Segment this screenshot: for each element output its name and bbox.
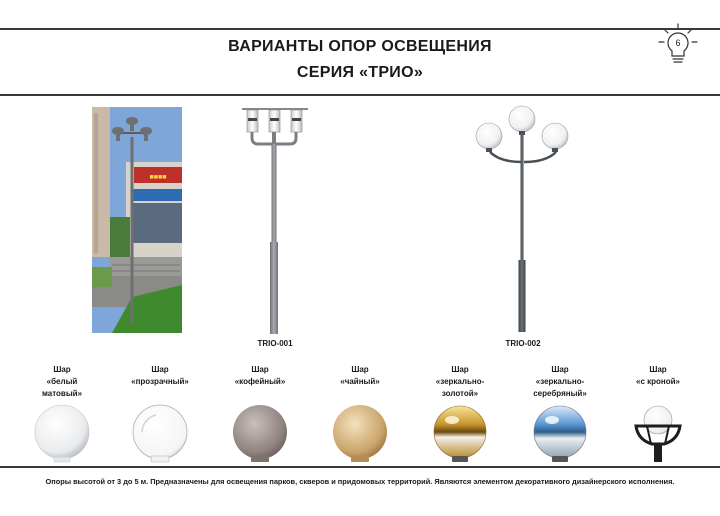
shade-label-word: Шар [451, 365, 469, 374]
footer-text: Опоры высотой от 3 до 5 м. Предназначены для освещения парков, скверов и придомовых территорий. Являются элементом декоративного дизайнерского исполнения. [45, 477, 675, 486]
pole-trio-002 [470, 100, 580, 336]
shade-label-word: Шар [53, 365, 71, 374]
pole-trio-001 [232, 104, 316, 336]
mirror-gold-globe-image [430, 402, 490, 464]
shade-mirror-silver [520, 364, 600, 464]
header-bottom-rule [0, 94, 720, 96]
shade-coffee [220, 364, 300, 464]
installation-photo [92, 107, 182, 333]
shade-label-word: Шар [351, 365, 369, 374]
shade-white-matte [22, 364, 102, 464]
coffee-globe-image [230, 402, 290, 464]
top-rule [0, 28, 720, 30]
shade-label-line2: «чайный» [340, 377, 380, 386]
shade-mirror-gold [420, 364, 500, 464]
page-title-line1: ВАРИАНТЫ ОПОР ОСВЕЩЕНИЯ [228, 38, 492, 55]
shade-label-line2: «кофейный» [234, 377, 286, 386]
white-matte-globe-image [32, 402, 92, 464]
footer-top-rule [0, 466, 720, 468]
shade-label-word: Шар [649, 365, 667, 374]
shade-label-line2: «прозрачный» [131, 377, 189, 386]
shade-label-line2: «с кроной» [636, 377, 680, 386]
page-badge [656, 22, 700, 68]
pole-label-trio-002: TRIO-002 [505, 339, 541, 348]
shade-label-line2: «белый [46, 377, 78, 386]
shade-label-word: Шар [551, 365, 569, 374]
crown-globe-image [628, 402, 688, 464]
mirror-silver-globe-image [530, 402, 590, 464]
shade-label-word: Шар [251, 365, 269, 374]
shade-transparent [120, 364, 200, 464]
shade-label-line3: золотой» [441, 389, 479, 398]
shade-label-word: Шар [151, 365, 169, 374]
transparent-globe-image [130, 402, 190, 464]
shade-label-line2: «зеркально- [535, 377, 585, 386]
page-number: 6 [675, 38, 681, 48]
tea-globe-image [330, 402, 390, 464]
page-title-line2: СЕРИЯ «ТРИО» [296, 64, 424, 81]
pole-label-trio-001: TRIO-001 [257, 339, 293, 348]
shade-label-line2: «зеркально- [435, 377, 485, 386]
lightbulb-icon [656, 22, 700, 68]
shade-label-line3: серебряный» [533, 389, 587, 398]
shade-tea [320, 364, 400, 464]
svg-text:■■■■: ■■■■ [149, 174, 167, 181]
shade-label-line3: матовый» [41, 389, 83, 398]
shade-with-crown [618, 364, 698, 464]
